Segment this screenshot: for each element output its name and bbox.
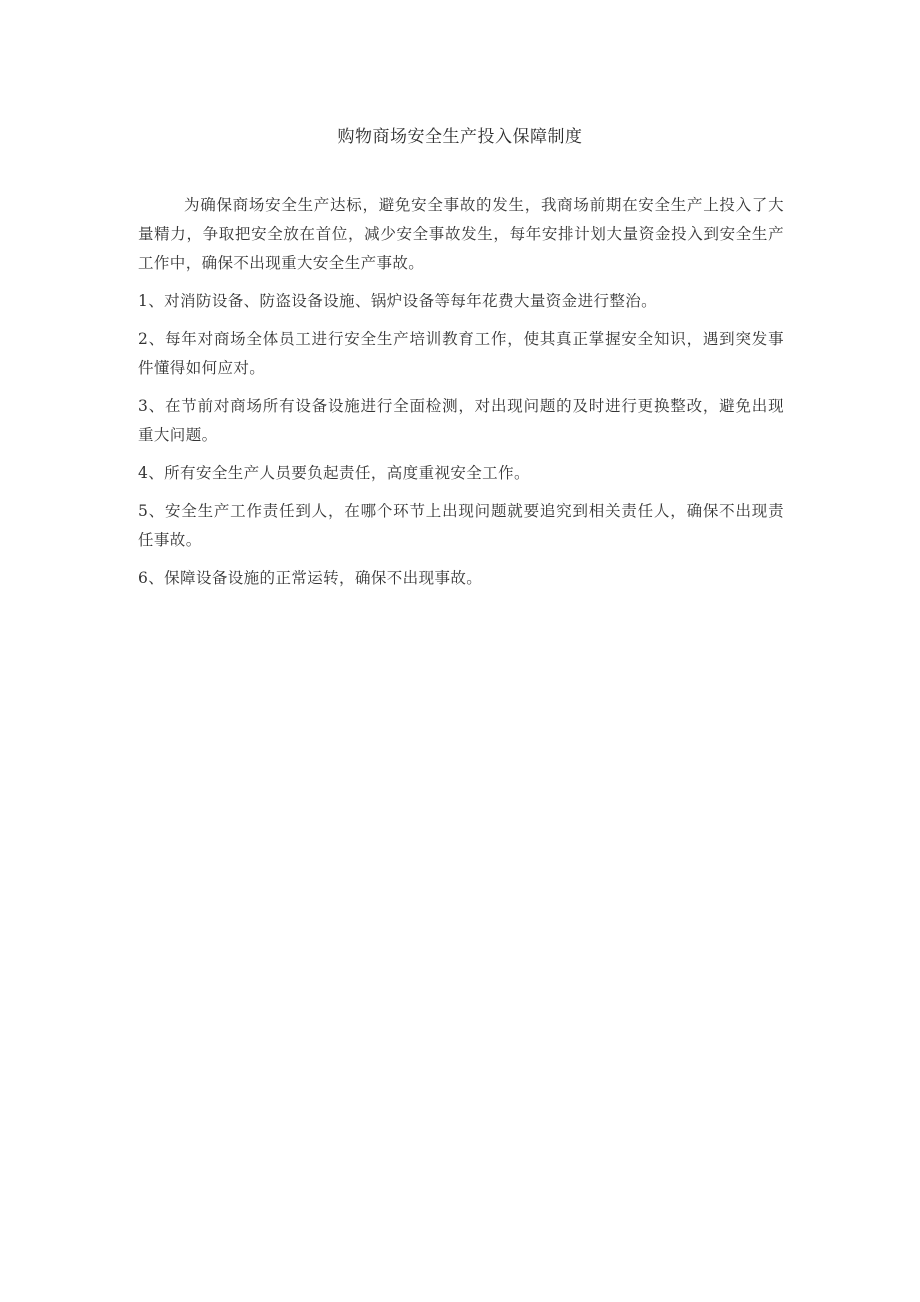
list-item: 1、对消防设备、防盗设备设施、锅炉设备等每年花费大量资金进行整治。: [138, 292, 658, 310]
intro-paragraph: 为确保商场安全生产达标，避免安全事故的发生，我商场前期在安全生产上投入了大量精力，争取把安全放在首位，减少安全事故发生，每年安排计划大量资金投入到安全生产工作中，确保不出现重大安全生产事故。: [138, 196, 784, 272]
list-item: 3、在节前对商场所有设备设施进行全面检测，对出现问题的及时进行更换整改，避免出现重大问题。: [138, 397, 784, 444]
list-item: 6、保障设备设施的正常运转，确保不出现事故。: [138, 569, 483, 587]
document-body: [138, 191, 784, 602]
document-title: 购物商场安全生产投入保障制度: [337, 127, 583, 147]
list-item: 5、安全生产工作责任到人，在哪个环节上出现问题就要追究到相关责任人，确保不出现责任事故。: [138, 502, 784, 549]
list-item: 4、所有安全生产人员要负起责任，高度重视安全工作。: [138, 464, 530, 482]
list-item: 2、每年对商场全体员工进行安全生产培训教育工作，使其真正掌握安全知识，遇到突发事件懂得如何应对。: [138, 330, 784, 377]
